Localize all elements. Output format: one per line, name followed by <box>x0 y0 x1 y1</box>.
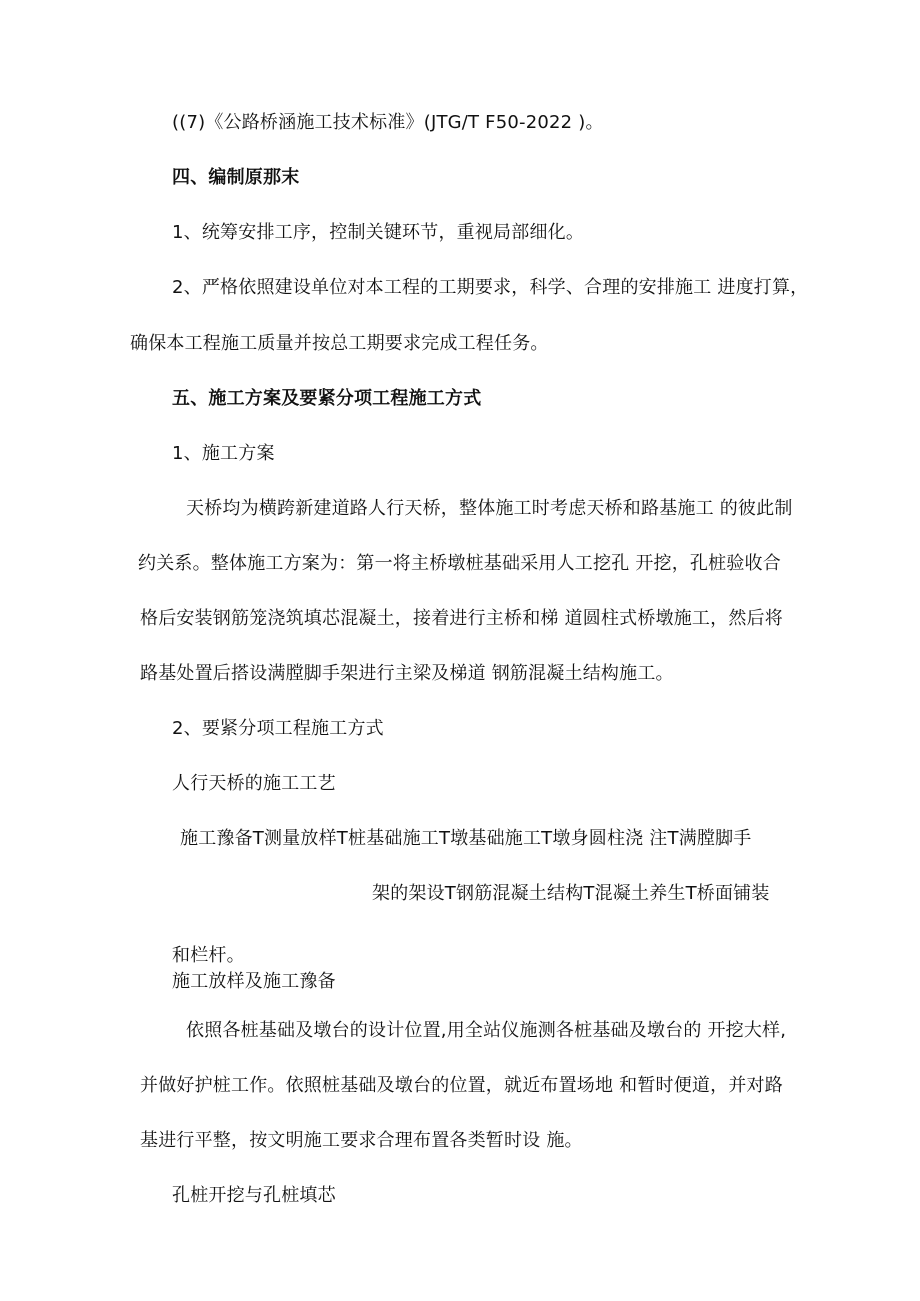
principle-1-line: 1、统筹安排工序，控制关键环节，重视局部细化。 <box>172 222 585 243</box>
subsection-main-methods: 2、要紧分项工程施工方式 <box>172 718 384 739</box>
footbridge-process-heading: 人行天桥的施工工艺 <box>172 773 336 794</box>
process-flow-line-3: 和栏杆。 <box>172 945 245 966</box>
process-flow-line-1: 施工豫备T测量放样T桩基础施工T墩基础施工T墩身圆柱浇 注T满膛脚手 <box>180 828 752 849</box>
section-4-heading: 四、编制原那末 <box>172 167 300 188</box>
plan-paragraph-line-3: 格后安装钢筋笼浇筑填芯混凝土，接着进行主桥和梯 道圆柱式桥墩施工，然后将 <box>140 608 783 629</box>
process-flow-line-2: 架的架设T钢筋混凝土结构T混凝土养生T桥面铺装 <box>372 883 770 904</box>
plan-paragraph-line-1: 天桥均为横跨新建道路人行天桥，整体施工时考虑天桥和路基施工 的彼此制 <box>186 498 793 519</box>
setout-paragraph-line-2: 并做好护桩工作。依照桩基础及墩台的位置，就近布置场地 和暂时便道，并对路 <box>140 1075 783 1096</box>
setout-paragraph-line-1: 依照各桩基础及墩台的设计位置,用全站仪施测各桩基础及墩台的 开挖大样, <box>186 1020 787 1041</box>
setout-preparation-heading: 施工放样及施工豫备 <box>172 971 336 992</box>
pile-excavation-heading: 孔桩开挖与孔桩填芯 <box>172 1185 336 1206</box>
principle-2-line-1: 2、严格依照建设单位对本工程的工期要求，科学、合理的安排施工 进度打算， <box>172 277 809 298</box>
setout-paragraph-line-3: 基进行平整，按文明施工要求合理布置各类暂时设 施。 <box>140 1130 583 1151</box>
subsection-construction-plan: 1、施工方案 <box>172 443 275 464</box>
plan-paragraph-line-4: 路基处置后搭设满膛脚手架进行主梁及梯道 钢筋混凝土结构施工。 <box>140 663 674 684</box>
standard-reference-line: ((7)《公路桥涵施工技术标准》(JTG/T F50-2022 )。 <box>172 112 604 133</box>
principle-2-line-2: 确保本工程施工质量并按总工期要求完成工程任务。 <box>130 333 549 354</box>
section-5-heading: 五、施工方案及要紧分项工程施工方式 <box>172 388 482 409</box>
plan-paragraph-line-2: 约关系。整体施工方案为：第一将主桥墩桩基础采用人工挖孔 开挖，孔桩验收合 <box>138 553 781 574</box>
